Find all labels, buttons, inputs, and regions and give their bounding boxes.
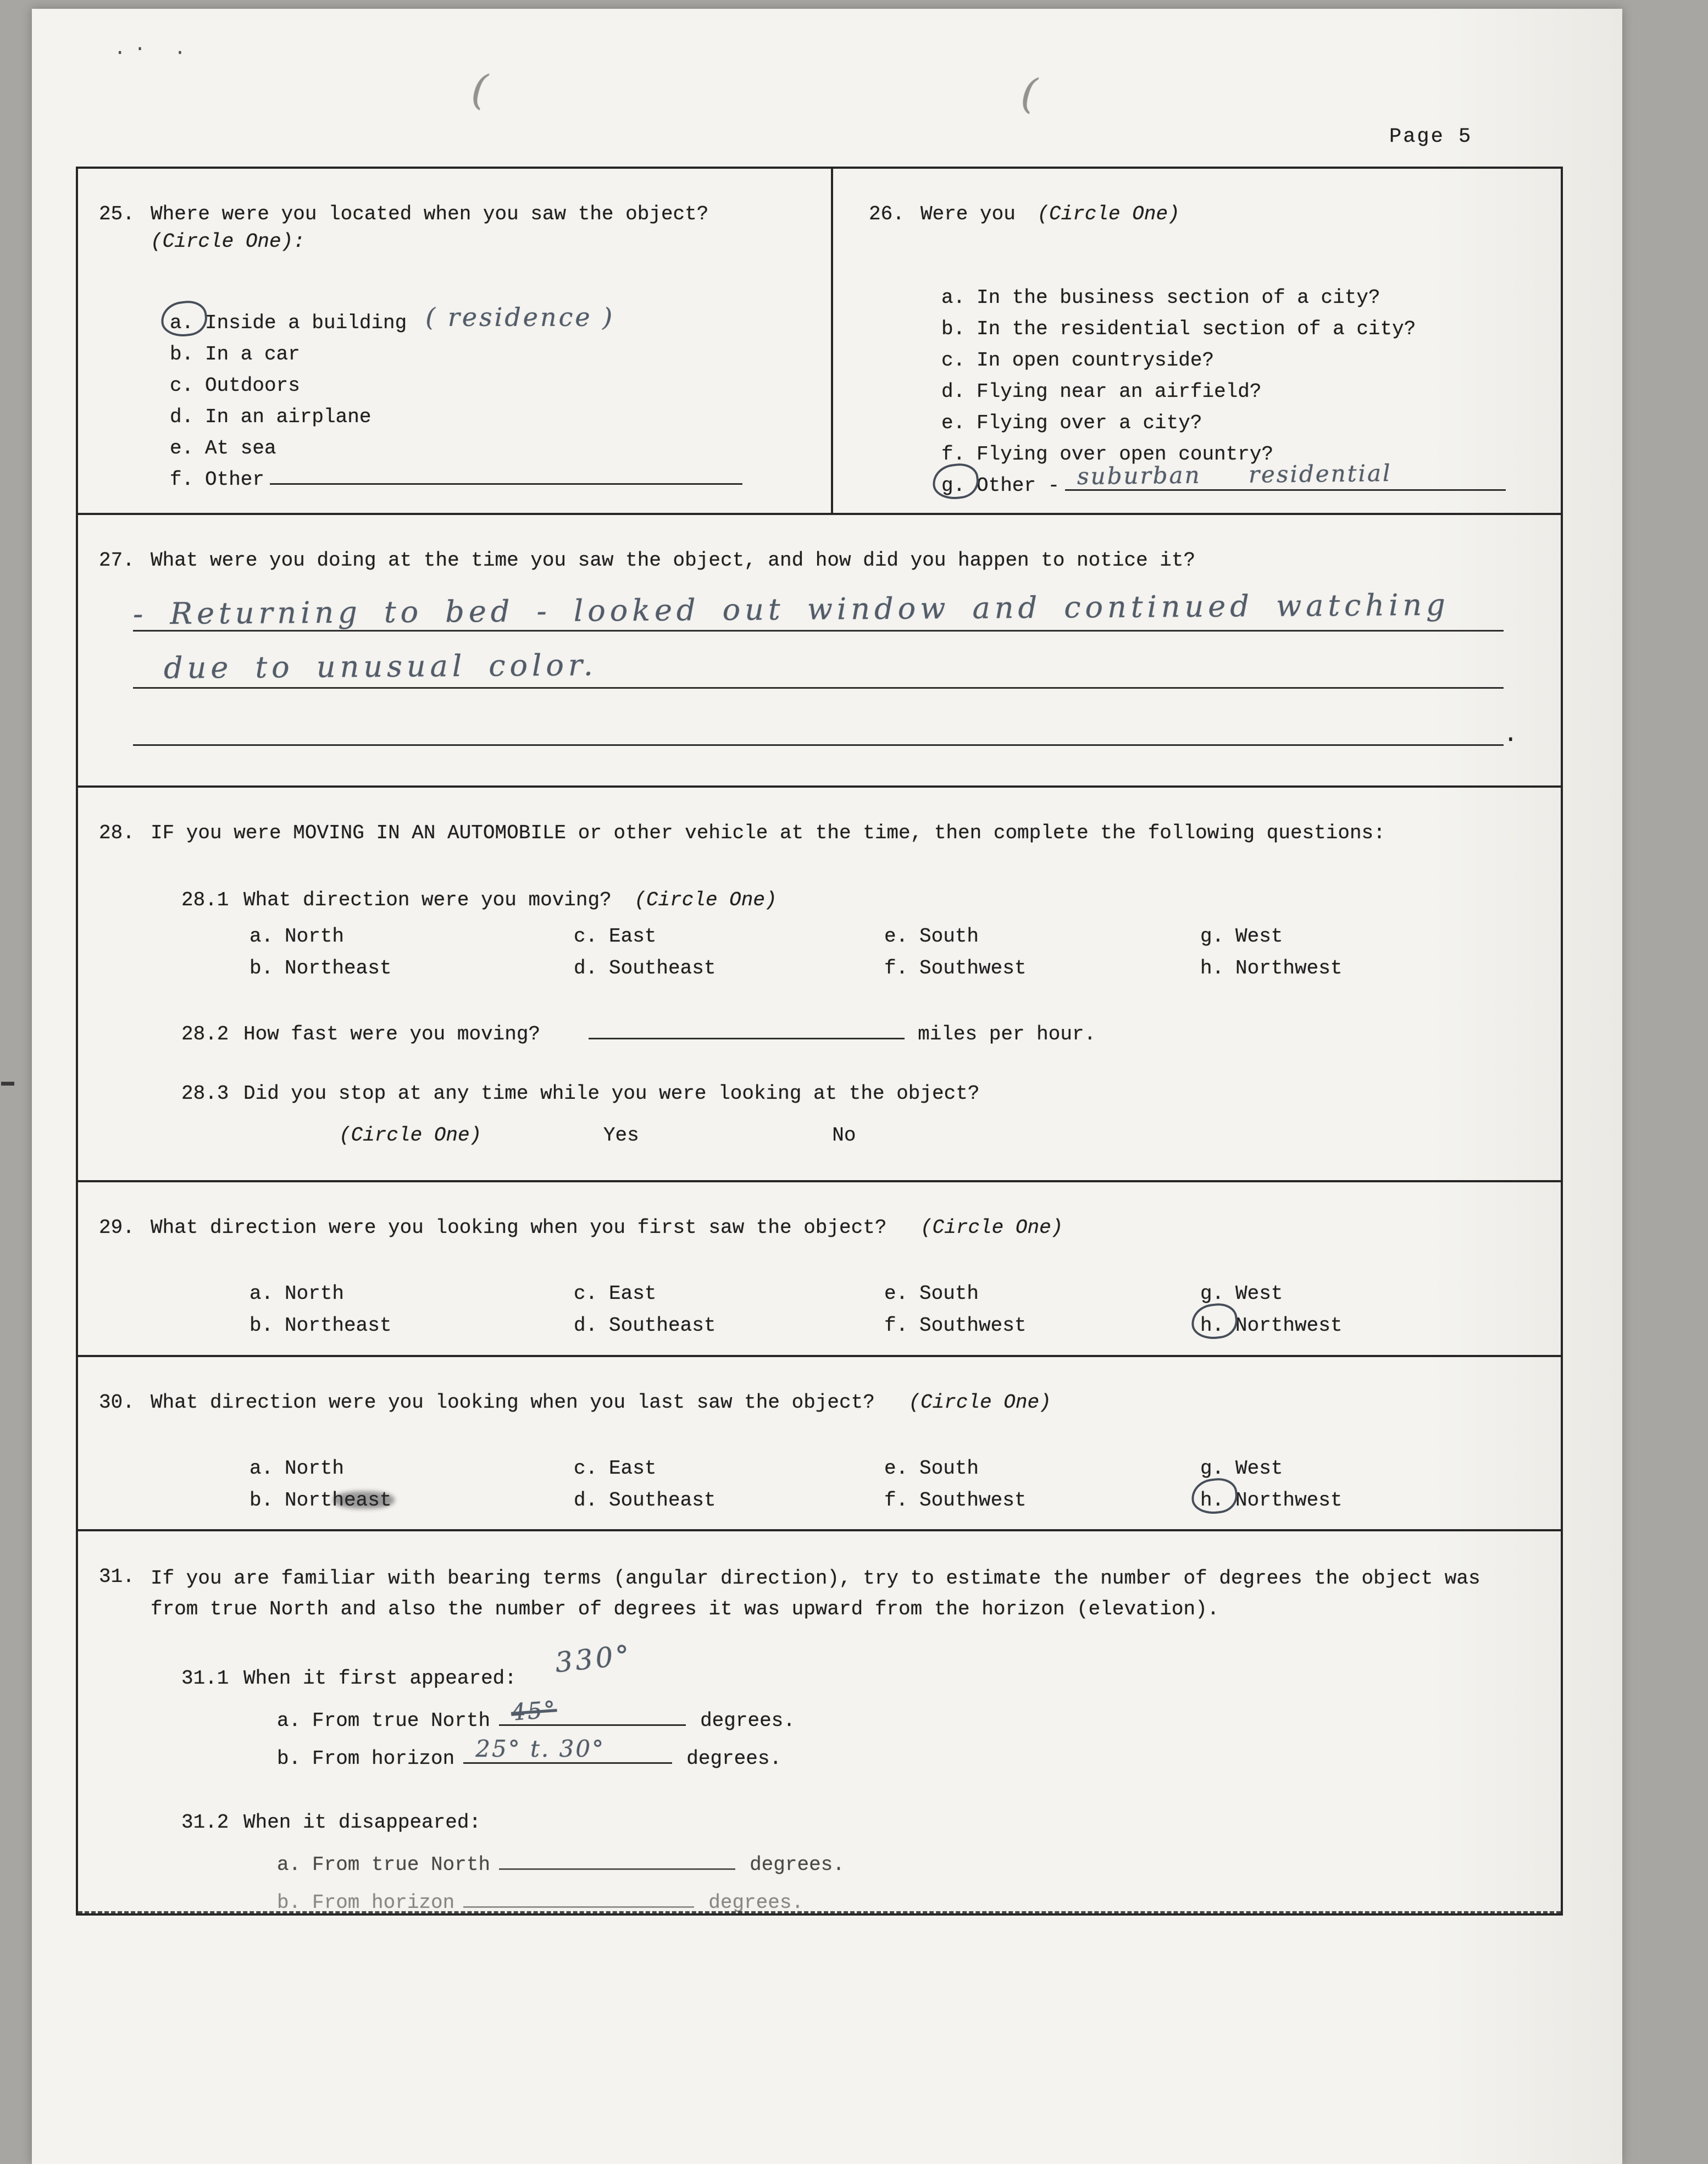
question-prompt: What direction were you looking when you last saw the object? — [151, 1391, 875, 1414]
option-letter: b. — [249, 957, 274, 979]
direction-option — [1200, 921, 1561, 953]
question-prompt: What direction were you looking when you first saw the object? — [151, 1216, 887, 1239]
speed-blank-line — [589, 1020, 905, 1039]
bearing-label: From true North — [312, 1709, 491, 1732]
question-prompt — [920, 201, 1180, 228]
option-label: East — [609, 925, 657, 948]
option-label: Inside a building — [205, 312, 407, 334]
direction-options-grid — [249, 1453, 1561, 1517]
question-prompt-text — [151, 1214, 1063, 1242]
question-prompt-text — [151, 1389, 1051, 1416]
handwritten-answer-line-1: - Returning to bed - looked out window and continued watching — [132, 587, 1450, 632]
question-26-section — [833, 169, 1561, 513]
handwritten-suburban-note: suburban residential — [1077, 460, 1392, 490]
option-letter: d. — [941, 380, 966, 403]
option-label: Other — [205, 468, 265, 491]
option-letter: g. — [1200, 1457, 1224, 1480]
other-blank-line — [270, 465, 742, 485]
option-row — [941, 376, 1561, 407]
option-letter: h. — [1200, 957, 1224, 979]
question-28-header — [78, 788, 1561, 847]
question-27-header — [78, 515, 1561, 574]
option-letter: d. — [574, 1489, 598, 1512]
option-label: At sea — [205, 437, 276, 460]
option-letter: e. — [170, 437, 194, 460]
direction-option — [1200, 953, 1561, 984]
option-label: West — [1235, 925, 1283, 948]
question-number: 27. — [99, 549, 135, 572]
option-label: Northwest — [1235, 1489, 1343, 1512]
direction-option — [574, 953, 884, 984]
option-letter: f. — [941, 443, 966, 466]
scan-page — [32, 9, 1622, 2164]
option-row — [941, 345, 1561, 376]
option-letter: c. — [574, 1457, 598, 1480]
question-31-1 — [78, 1639, 1561, 1693]
question-28-1 — [78, 887, 1561, 914]
option-letter: b. — [249, 1314, 274, 1337]
option-label: South — [919, 925, 979, 948]
question-29-header — [78, 1182, 1561, 1242]
circle-one-label: (Circle One) — [339, 1124, 482, 1147]
direction-option — [249, 1485, 574, 1517]
option-letter: a. — [249, 925, 274, 948]
option-row — [170, 433, 831, 464]
direction-option — [884, 921, 1200, 953]
option-label: Southwest — [919, 957, 1027, 979]
question-number: 26. — [869, 203, 905, 225]
bearing-blank-line — [463, 1888, 694, 1908]
handwritten-residence-note: ( residence ) — [425, 302, 615, 332]
sub-question-number: 31.1 — [181, 1667, 229, 1690]
option-row — [941, 313, 1561, 345]
direction-option — [884, 1278, 1200, 1310]
option-label: North — [285, 1457, 345, 1480]
option-label: North — [285, 925, 345, 948]
option-letter: b. — [941, 318, 966, 340]
direction-option — [574, 1485, 884, 1517]
question-29-section — [78, 1182, 1561, 1357]
direction-option — [249, 953, 574, 984]
direction-option — [1200, 1453, 1561, 1485]
answer-area — [132, 574, 1518, 749]
question-number: 28. — [99, 822, 135, 844]
question-number: 30. — [99, 1391, 135, 1414]
scan-artifact-paren: ( — [470, 66, 489, 114]
sub-question-prompt: When it first appeared: — [243, 1667, 517, 1690]
direction-option — [574, 1453, 884, 1485]
option-letter: f. — [884, 1489, 908, 1512]
options-list — [833, 282, 1561, 501]
option-label: Southeast — [609, 1489, 716, 1512]
option-label: Northwest — [1235, 957, 1343, 979]
option-letter: b. — [277, 1747, 301, 1770]
option-label: East — [609, 1457, 657, 1480]
circled-option-letter: h. — [1200, 1485, 1228, 1517]
option-label: South — [919, 1282, 979, 1305]
question-28-2 — [78, 1020, 1561, 1048]
answer-ruled-line — [133, 689, 1518, 749]
option-label: Southwest — [919, 1314, 1027, 1337]
question-30-header — [78, 1357, 1561, 1416]
question-prompt-text: Where were you located when you saw the object? — [151, 203, 709, 225]
sub-question-number: 28.1 — [181, 889, 229, 911]
option-letter: d. — [574, 1314, 598, 1337]
option-letter: c. — [170, 374, 194, 397]
handwritten-degrees-330: 330° — [553, 1639, 634, 1679]
options-list — [78, 304, 831, 495]
option-letter: d. — [574, 957, 598, 979]
sub-question-prompt: When it disappeared: — [243, 1811, 481, 1834]
option-label: In the residential section of a city? — [977, 318, 1416, 340]
degrees-suffix: degrees. — [686, 1747, 782, 1770]
option-letter: b. — [170, 343, 194, 366]
answer-ruled-line — [133, 574, 1504, 632]
question-prompt-text: What were you doing at the time you saw the object, and how did you happen to notice it? — [151, 549, 1196, 572]
bearing-line-first-north — [78, 1696, 1561, 1735]
questionnaire-table — [76, 167, 1563, 1916]
bearing-label: From horizon — [312, 1747, 455, 1770]
option-letter: e. — [941, 412, 966, 434]
question-26-header — [833, 169, 1561, 228]
option-row — [170, 370, 831, 401]
option-row — [170, 464, 831, 495]
option-row — [941, 282, 1561, 313]
option-letter: a. — [249, 1457, 274, 1480]
bearing-blank-line — [499, 1850, 735, 1870]
direction-options-grid — [249, 1278, 1561, 1342]
option-letter: b. — [277, 1891, 301, 1914]
question-31-section — [78, 1531, 1561, 1913]
direction-option — [1200, 1278, 1561, 1310]
option-letter: c. — [574, 1282, 598, 1305]
sub-question-number: 28.2 — [181, 1023, 229, 1045]
option-row — [170, 304, 831, 339]
option-label: Southeast — [609, 957, 716, 979]
scan-edge-mark — [1, 1082, 14, 1086]
option-label: South — [919, 1457, 979, 1480]
handwritten-degrees-range: 25° t. 30° — [475, 1735, 606, 1762]
option-label: Other - — [977, 474, 1060, 497]
circled-option-letter: g. — [941, 470, 969, 501]
question-number: 29. — [99, 1216, 135, 1239]
handwritten-crossed-out-degrees: 45° — [510, 1696, 558, 1726]
option-letter: c. — [941, 349, 966, 372]
direction-option — [884, 1485, 1200, 1517]
option-row — [941, 407, 1561, 439]
option-letter: a. — [277, 1709, 301, 1732]
direction-option — [1200, 1485, 1561, 1517]
direction-options-grid — [249, 921, 1561, 984]
option-letter: d. — [170, 406, 194, 428]
degrees-suffix: degrees. — [750, 1853, 845, 1876]
option-label: West — [1235, 1457, 1283, 1480]
circled-option-letter: a. — [170, 307, 197, 339]
bearing-label: From horizon — [312, 1891, 455, 1914]
direction-option — [249, 1310, 574, 1342]
option-letter: c. — [574, 925, 598, 948]
direction-option — [574, 921, 884, 953]
bearing-blank-line — [499, 1696, 686, 1726]
direction-option — [249, 1453, 574, 1485]
direction-option — [574, 1278, 884, 1310]
yes-option: Yes — [603, 1124, 639, 1147]
option-label: Southwest — [919, 1489, 1027, 1512]
degrees-suffix: degrees. — [708, 1891, 804, 1914]
option-letter: g. — [1200, 925, 1224, 948]
option-label: West — [1235, 1282, 1283, 1305]
bearing-blank-line — [463, 1735, 672, 1764]
question-prompt-text: Were you — [920, 203, 1016, 225]
option-label: Flying over a city? — [977, 412, 1202, 434]
option-label: Flying near an airfield? — [977, 380, 1262, 403]
ink-smudge — [333, 1491, 395, 1509]
option-letter: a. — [277, 1853, 301, 1876]
other-blank-line — [1065, 460, 1506, 491]
option-row — [941, 460, 1506, 501]
option-letter: f. — [884, 957, 908, 979]
option-label: East — [609, 1282, 657, 1305]
circle-one-label: (Circle One) — [1037, 203, 1180, 225]
question-25-header — [78, 169, 831, 256]
option-row — [170, 401, 831, 433]
option-letter: f. — [884, 1314, 908, 1337]
option-label: Northeast — [285, 957, 392, 979]
line-end-period: . — [1503, 721, 1518, 749]
bearing-line-first-horizon — [78, 1735, 1561, 1773]
question-25-section — [78, 169, 833, 513]
option-label: Northeast — [285, 1489, 392, 1512]
question-prompt-text: IF you were MOVING IN AN AUTOMOBILE or other vehicle at the time, then complete the following questions: — [151, 822, 1385, 844]
question-row-25-26 — [78, 169, 1561, 515]
question-27-section — [78, 515, 1561, 788]
direction-option — [884, 1453, 1200, 1485]
question-number: 25. — [99, 203, 135, 225]
question-number: 31. — [99, 1565, 135, 1588]
circle-one-label: (Circle One) — [920, 1216, 1063, 1239]
bearing-label: From true North — [312, 1853, 491, 1876]
circle-one-label: (Circle One) — [634, 889, 777, 911]
direction-option — [249, 1278, 574, 1310]
scan-speck-artifact: .· . — [114, 39, 195, 60]
direction-option — [884, 953, 1200, 984]
sub-question-prompt: Did you stop at any time while you were looking at the object? — [243, 1082, 980, 1105]
sub-question-number: 28.3 — [181, 1082, 229, 1105]
option-label: North — [285, 1282, 345, 1305]
option-label: Outdoors — [205, 374, 300, 397]
direction-option — [249, 921, 574, 953]
sub-question-number: 31.2 — [181, 1811, 229, 1834]
option-label: Southeast — [609, 1314, 716, 1337]
degrees-suffix: degrees. — [700, 1709, 795, 1732]
circle-one-label: (Circle One): — [151, 230, 305, 253]
scan-artifact-paren: ( — [1019, 70, 1039, 118]
option-letter: e. — [884, 925, 908, 948]
direction-option — [1200, 1310, 1561, 1342]
circled-option-letter: h. — [1200, 1310, 1228, 1342]
direction-option — [574, 1310, 884, 1342]
direction-option — [884, 1310, 1200, 1342]
sub-question-prompt: What direction were you moving? — [243, 889, 612, 911]
option-letter: e. — [884, 1457, 908, 1480]
handwritten-answer-line-2: due to unusual color. — [163, 647, 598, 685]
page-number: Page 5 — [1389, 125, 1473, 148]
option-letter: a. — [941, 286, 966, 309]
question-28-3 — [78, 1080, 1561, 1108]
sub-question-prompt: How fast were you moving? — [243, 1023, 541, 1045]
option-label: Northwest — [1235, 1314, 1343, 1337]
question-31-2 — [78, 1808, 1561, 1837]
no-option: No — [832, 1124, 856, 1147]
bearing-line-last-north — [78, 1850, 1561, 1879]
option-label: In the business section of a city? — [977, 286, 1380, 309]
speed-suffix: miles per hour. — [918, 1023, 1096, 1045]
option-letter: b. — [249, 1489, 274, 1512]
option-letter: e. — [884, 1282, 908, 1305]
option-label: Northeast — [285, 1314, 392, 1337]
question-31-header — [78, 1531, 1561, 1625]
yes-no-row — [78, 1122, 1561, 1149]
option-label: In open countryside? — [977, 349, 1215, 372]
option-row — [170, 339, 831, 370]
question-prompt-text: If you are familiar with bearing terms (angular direction), try to estimate the number of degrees the object was from true North and also the number of degrees it was upward from the horizon (elevation). — [151, 1567, 1480, 1620]
circle-one-label: (Circle One) — [908, 1391, 1051, 1414]
option-letter: g. — [1200, 1282, 1224, 1305]
option-letter: a. — [249, 1282, 274, 1305]
question-28-section — [78, 788, 1561, 1182]
answer-ruled-line — [133, 632, 1504, 689]
question-prompt — [151, 201, 708, 256]
option-label: Flying over open country? — [977, 443, 1274, 466]
option-label: In a car — [205, 343, 300, 366]
bearing-line-last-horizon — [78, 1888, 1561, 1917]
option-label: In an airplane — [205, 406, 371, 428]
option-letter: f. — [170, 468, 194, 491]
question-30-section — [78, 1357, 1561, 1531]
